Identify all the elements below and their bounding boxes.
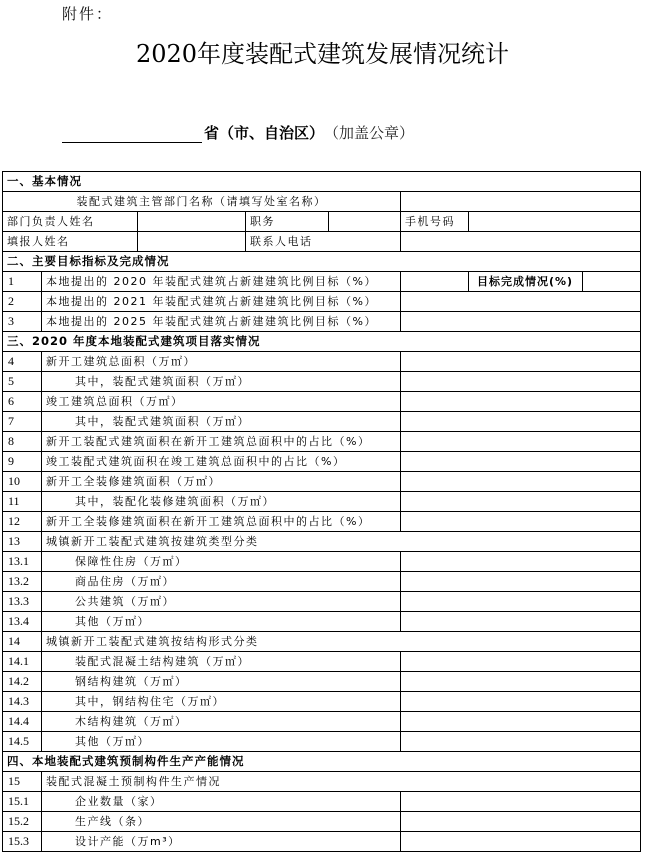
row-label: 新开工全装修建筑面积（万㎡） [42, 472, 401, 492]
row-label: 其中，装配化装修建筑面积（万㎡） [42, 492, 401, 512]
table-row [3, 392, 641, 412]
row-number: 13.1 [3, 552, 42, 572]
row-number: 13 [3, 532, 42, 552]
row-number: 6 [3, 392, 42, 412]
table-row [3, 312, 641, 332]
page-title: 2020年度装配式建筑发展情况统计 [135, 40, 510, 68]
row-label: 竣工装配式建筑面积在竣工建筑总面积中的占比（%） [42, 452, 401, 472]
row-number: 14.5 [3, 732, 42, 752]
row-label: 城镇新开工装配式建筑按结构形式分类 [42, 632, 641, 652]
row-label: 设计产能（万m³） [42, 832, 401, 852]
row-number: 4 [3, 352, 42, 372]
row-label: 其他（万㎡） [42, 732, 401, 752]
row-label: 新开工装配式建筑面积在新开工建筑总面积中的占比（%） [42, 432, 401, 452]
row-number: 2 [3, 292, 42, 312]
contact-phone-field[interactable] [401, 232, 641, 252]
row-number: 12 [3, 512, 42, 532]
row-number: 14.1 [3, 652, 42, 672]
value-field[interactable] [401, 792, 641, 812]
table-row [3, 532, 641, 552]
filler-name-label: 填报人姓名 [3, 232, 138, 252]
section-heading-row [3, 172, 641, 192]
section4-heading: 四、本地装配式建筑预制构件生产产能情况 [3, 752, 641, 772]
value-field[interactable] [401, 552, 641, 572]
contact-phone-label: 联系人电话 [246, 232, 401, 252]
row-number: 15.1 [3, 792, 42, 812]
target-2020-field[interactable] [401, 272, 469, 292]
value-field[interactable] [401, 652, 641, 672]
row-number: 7 [3, 412, 42, 432]
table-row [3, 732, 641, 752]
table-row [3, 652, 641, 672]
table-row [3, 512, 641, 532]
row-label: 其他（万㎡） [42, 612, 401, 632]
dept-name-field[interactable] [401, 192, 641, 212]
value-field[interactable] [401, 732, 641, 752]
section-heading-row [3, 332, 641, 352]
position-label: 职务 [246, 212, 329, 232]
row-label: 保障性住房（万㎡） [42, 552, 401, 572]
row-number: 10 [3, 472, 42, 492]
section1-heading: 一、基本情况 [3, 172, 641, 192]
section-heading-row [3, 252, 641, 272]
value-field[interactable] [401, 692, 641, 712]
table-row [3, 692, 641, 712]
table-row [3, 192, 641, 212]
row-label: 本地提出的 2025 年装配式建筑占新建建筑比例目标（%） [42, 312, 401, 332]
row-label: 商品住房（万㎡） [42, 572, 401, 592]
row-number: 15.3 [3, 832, 42, 852]
row-label: 新开工全装修建筑面积在新开工建筑总面积中的占比（%） [42, 512, 401, 532]
table-row [3, 452, 641, 472]
row-label: 城镇新开工装配式建筑按建筑类型分类 [42, 532, 641, 552]
table-row [3, 292, 641, 312]
value-field[interactable] [401, 432, 641, 452]
row-label: 其中，装配式建筑面积（万㎡） [42, 372, 401, 392]
table-row [3, 712, 641, 732]
row-number: 14.3 [3, 692, 42, 712]
row-label: 本地提出的 2020 年装配式建筑占新建建筑比例目标（%） [42, 272, 401, 292]
row-number: 11 [3, 492, 42, 512]
table-row [3, 672, 641, 692]
province-blank-field[interactable] [62, 125, 202, 143]
row-label: 本地提出的 2021 年装配式建筑占新建建筑比例目标（%） [42, 292, 401, 312]
table-row [3, 212, 641, 232]
value-field[interactable] [401, 832, 641, 852]
mobile-field[interactable] [469, 212, 641, 232]
table-row [3, 272, 641, 292]
row-label: 其中，钢结构住宅（万㎡） [42, 692, 401, 712]
row-label: 装配式混凝土结构建筑（万㎡） [42, 652, 401, 672]
table-row [3, 372, 641, 392]
value-field[interactable] [401, 492, 641, 512]
statistics-table [2, 171, 641, 852]
dept-head-field[interactable] [138, 212, 246, 232]
row-label: 木结构建筑（万㎡） [42, 712, 401, 732]
row-number: 13.3 [3, 592, 42, 612]
row-number: 14.2 [3, 672, 42, 692]
value-field[interactable] [401, 392, 641, 412]
table-row [3, 612, 641, 632]
value-field[interactable] [401, 572, 641, 592]
position-field[interactable] [329, 212, 401, 232]
row-number: 13.2 [3, 572, 42, 592]
row-number: 14 [3, 632, 42, 652]
value-field[interactable] [401, 672, 641, 692]
row-number: 15.2 [3, 812, 42, 832]
row-number: 1 [3, 272, 42, 292]
table-row [3, 772, 641, 792]
row-label: 公共建筑（万㎡） [42, 592, 401, 612]
completion-field[interactable] [583, 272, 641, 292]
row-number: 5 [3, 372, 42, 392]
row-label: 竣工建筑总面积（万㎡） [42, 392, 401, 412]
section-heading-row [3, 752, 641, 772]
row-label: 装配式混凝土预制构件生产情况 [42, 772, 641, 792]
target-2025-field[interactable] [401, 312, 641, 332]
row-number: 9 [3, 452, 42, 472]
value-field[interactable] [401, 592, 641, 612]
row-number: 15 [3, 772, 42, 792]
completion-label: 目标完成情况(%) [469, 272, 583, 292]
row-number: 13.4 [3, 612, 42, 632]
table-row [3, 412, 641, 432]
value-field[interactable] [401, 452, 641, 472]
table-row [3, 432, 641, 452]
value-field[interactable] [401, 712, 641, 732]
value-field[interactable] [401, 472, 641, 492]
dept-head-label: 部门负责人姓名 [3, 212, 138, 232]
table-row [3, 592, 641, 612]
value-field[interactable] [401, 812, 641, 832]
province-label: 省（市、自治区） [204, 124, 325, 142]
attachment-label: 附件： [62, 5, 114, 23]
table-row [3, 812, 641, 832]
table-row [3, 832, 641, 852]
row-label: 其中，装配式建筑面积（万㎡） [42, 412, 401, 432]
table-row [3, 232, 641, 252]
seal-note: （加盖公章） [324, 124, 415, 142]
filler-name-field[interactable] [138, 232, 246, 252]
value-field[interactable] [401, 512, 641, 532]
table-row [3, 792, 641, 812]
row-label: 生产线（条） [42, 812, 401, 832]
target-2021-field[interactable] [401, 292, 641, 312]
row-label: 新开工建筑总面积（万㎡） [42, 352, 401, 372]
row-label: 钢结构建筑（万㎡） [42, 672, 401, 692]
table-row [3, 492, 641, 512]
row-number: 3 [3, 312, 42, 332]
table-row [3, 352, 641, 372]
section2-heading: 二、主要目标指标及完成情况 [3, 252, 641, 272]
section3-heading: 三、2020 年度本地装配式建筑项目落实情况 [3, 332, 641, 352]
mobile-label: 手机号码 [401, 212, 469, 232]
table-row [3, 552, 641, 572]
value-field[interactable] [401, 412, 641, 432]
dept-name-label: 装配式建筑主管部门名称（请填写处室名称） [3, 192, 401, 212]
value-field[interactable] [401, 352, 641, 372]
row-label: 企业数量（家） [42, 792, 401, 812]
table-row [3, 632, 641, 652]
table-row [3, 472, 641, 492]
row-number: 8 [3, 432, 42, 452]
value-field[interactable] [401, 372, 641, 392]
row-number: 14.4 [3, 712, 42, 732]
province-line [62, 122, 414, 143]
table-row [3, 572, 641, 592]
value-field[interactable] [401, 612, 641, 632]
